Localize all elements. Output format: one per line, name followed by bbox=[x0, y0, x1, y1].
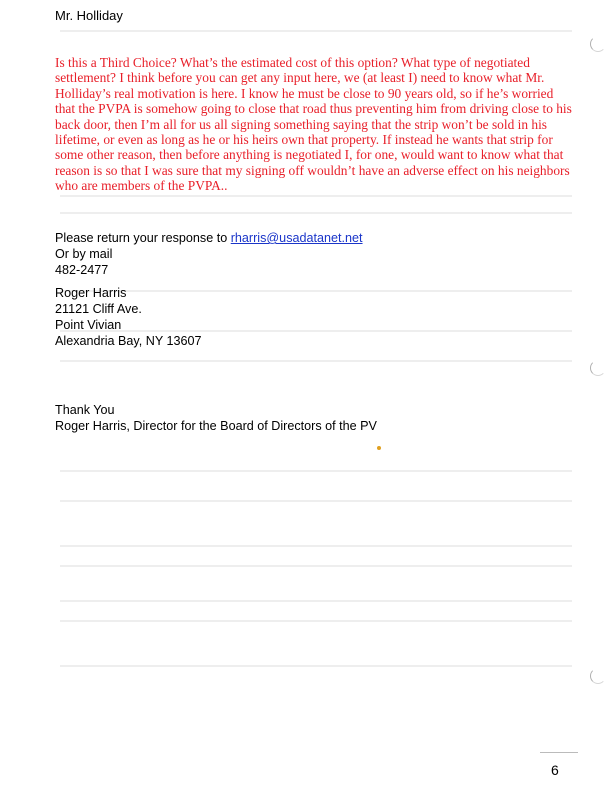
mail-line: Or by mail bbox=[55, 247, 113, 261]
return-text: Please return your response to bbox=[55, 231, 231, 245]
address-name: Roger Harris bbox=[55, 286, 127, 300]
show-through-line bbox=[60, 565, 572, 567]
letter-paragraph: Is this a Third Choice? What’s the estimated cost of this option? What type of negotiated settlement? I think before you can get any input here, we (at least I) need to know what Mr. Holliday’s real motivation is here. I know he must be close to 90 years old, so if he’s worried that the PVPA is somehow going to close that road thus preventing him from driving close to his back door, then I’m all for us all signing something saying that the strip won’t be sold in his lifetime, or even as long as he or his heirs own that property. If instead he wants that strip for some other reason, then before anything is negotiated I, for one, would want to know what that reason is so that I was sure that my signing off wouldn’t have an adverse effect on his neighbors who are members of the PVPA.. bbox=[55, 55, 572, 194]
salutation: Mr. Holliday bbox=[55, 8, 123, 23]
closing-thanks: Thank You bbox=[55, 403, 115, 417]
return-line bbox=[55, 230, 363, 246]
page-number: 6 bbox=[551, 762, 559, 778]
show-through-line bbox=[60, 470, 572, 472]
show-through-line bbox=[60, 600, 572, 602]
show-through-line bbox=[60, 30, 572, 32]
punch-hole-mark bbox=[590, 360, 606, 376]
show-through-line bbox=[60, 195, 572, 197]
phone-number: 482-2477 bbox=[55, 263, 109, 277]
email-link[interactable]: rharris@usadatanet.net bbox=[230, 231, 363, 245]
address-street: 21121 Cliff Ave. bbox=[55, 302, 142, 316]
address-city-state-zip: Alexandria Bay, NY 13607 bbox=[55, 334, 202, 348]
closing-block bbox=[55, 402, 377, 434]
closing-signature: Roger Harris, Director for the Board of Directors of the PV bbox=[55, 419, 377, 433]
page-number-rule bbox=[540, 752, 578, 753]
show-through-line bbox=[60, 360, 572, 362]
punch-hole-mark bbox=[590, 36, 606, 52]
ink-speck bbox=[377, 446, 381, 450]
punch-hole-mark bbox=[590, 668, 606, 684]
show-through-line bbox=[60, 500, 572, 502]
address-locality: Point Vivian bbox=[55, 318, 122, 332]
show-through-line bbox=[60, 545, 572, 547]
address-block bbox=[55, 285, 202, 349]
show-through-line bbox=[60, 665, 572, 667]
show-through-line bbox=[60, 620, 572, 622]
contact-block bbox=[55, 230, 363, 278]
show-through-line bbox=[60, 212, 572, 214]
